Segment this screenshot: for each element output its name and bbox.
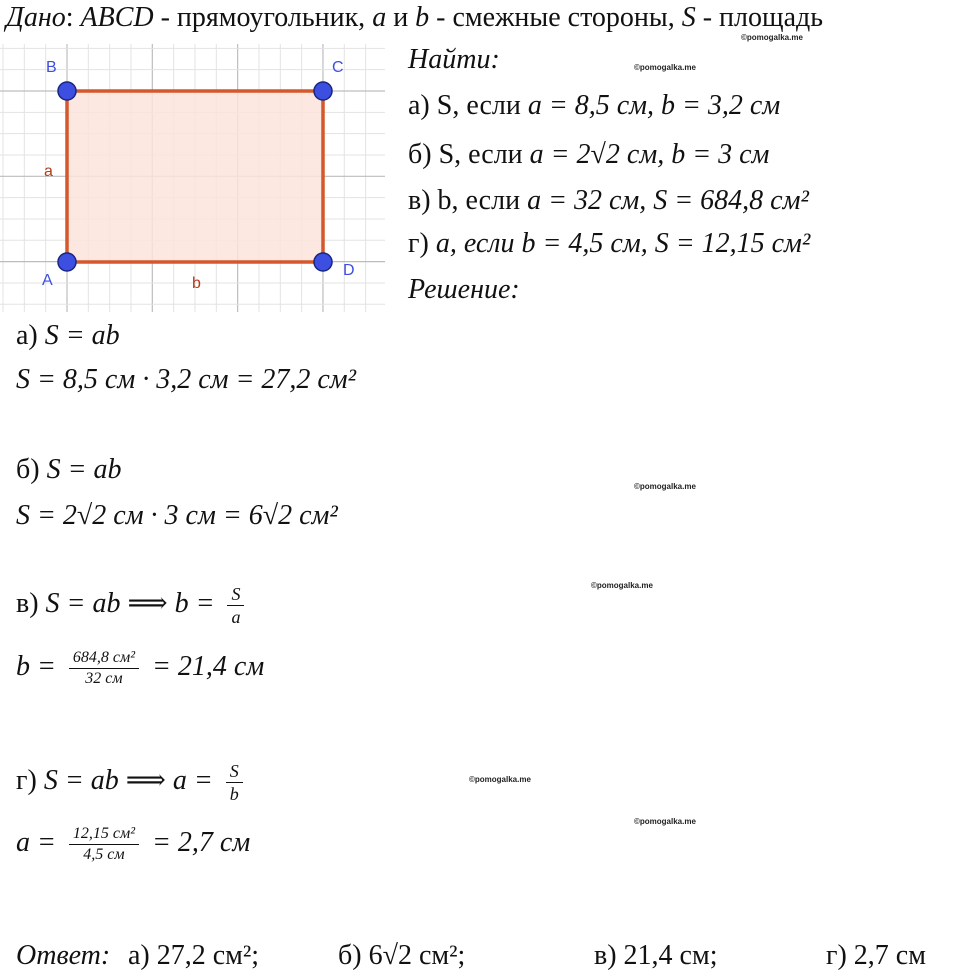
find-item-2-label: б) S, если <box>408 139 523 170</box>
given-text2: - смежные стороны, <box>436 2 675 33</box>
given-prefix: Дано <box>6 2 66 33</box>
point-b <box>58 82 76 100</box>
solution-d-fraction <box>226 762 243 803</box>
vertex-label-d: D <box>343 262 355 279</box>
side-label-a: a <box>44 163 53 180</box>
solution-d-calc-den: 4,5 см <box>83 846 125 863</box>
point-c <box>314 82 332 100</box>
solution-c-fraction <box>227 585 244 626</box>
watermark-3: ©pomogalka.me <box>634 482 696 491</box>
solution-c-label: в) <box>16 587 39 619</box>
solution-c-calc <box>16 650 264 687</box>
vertex-label-c: C <box>332 59 344 76</box>
watermark-4: ©pomogalka.me <box>591 581 653 590</box>
given-colon: : <box>65 2 74 33</box>
solution-c-calc-lhs: b = <box>16 650 56 682</box>
given-and: и <box>393 2 409 33</box>
answer-item-a: а) 27,2 см²; <box>128 940 260 971</box>
solution-c-formula <box>16 585 250 626</box>
vertex-label-b: B <box>46 59 57 76</box>
watermark-5: ©pomogalka.me <box>469 775 531 784</box>
find-item-4 <box>408 230 810 258</box>
solution-d-formula <box>16 762 249 803</box>
find-colon: : <box>490 44 500 75</box>
side-label-b: b <box>192 275 201 292</box>
solution-b-formula-text: S = ab <box>46 454 122 485</box>
watermark-6: ©pomogalka.me <box>634 817 696 826</box>
solution-c-calc-rhs: = 21,4 см <box>152 650 265 682</box>
find-heading-line <box>408 46 500 74</box>
watermark-1: ©pomogalka.me <box>741 33 803 42</box>
given-s: S <box>681 2 696 33</box>
solution-d-calc-fraction <box>69 826 139 863</box>
point-a <box>58 253 76 271</box>
solution-a-formula-text: S = ab <box>44 320 120 351</box>
solution-c-calc-den: 32 см <box>85 670 123 687</box>
solution-d-label: г) <box>16 764 37 796</box>
answer-item-c: в) 21,4 см; <box>594 940 718 971</box>
rectangle-fill <box>67 91 323 262</box>
solution-d-frac-den: b <box>229 784 239 804</box>
solution-b-calc: S = 2√2 см · 3 см = 6√2 см² <box>16 500 338 531</box>
find-item-1 <box>408 92 780 120</box>
find-item-4-label: г) <box>408 228 429 259</box>
given-text1: - прямоугольник, <box>160 2 366 33</box>
find-item-1-label: а) S, если <box>408 90 521 121</box>
given-a: a <box>372 2 387 33</box>
find-item-3-label: в) b, если <box>408 185 521 216</box>
solution-c-calc-num: 684,8 см² <box>69 650 139 669</box>
find-item-4-expr: a, если b = 4,5 см, S = 12,15 см² <box>435 228 811 259</box>
rectangle-figure <box>0 44 385 312</box>
solution-d-calc <box>16 826 250 863</box>
solution-c-calc-fraction <box>69 650 139 687</box>
solution-d-calc-lhs: a = <box>16 826 56 858</box>
answer-item-d: г) 2,7 см <box>826 940 926 971</box>
solution-d-formula-text: S = ab ⟹ a = <box>43 764 213 796</box>
solution-a-formula <box>16 322 120 350</box>
find-item-1-expr: a = 8,5 см, b = 3,2 см <box>527 90 781 121</box>
given-shape: ABCD <box>80 2 154 33</box>
solution-c-frac-num: S <box>227 585 244 606</box>
given-text3: - площадь <box>702 2 824 33</box>
point-d <box>314 253 332 271</box>
answer-item-b: б) 6√2 см²; <box>338 940 466 971</box>
find-item-3-expr: a = 32 см, S = 684,8 см² <box>527 185 809 216</box>
solution-heading: Решение <box>408 274 511 305</box>
solution-d-frac-num: S <box>226 762 243 783</box>
find-item-2-expr: a = 2√2 см, b = 3 см <box>529 139 770 170</box>
find-item-2 <box>408 141 769 169</box>
find-item-3 <box>408 187 809 215</box>
solution-c-formula-text: S = ab ⟹ b = <box>45 587 215 619</box>
solution-a-calc: S = 8,5 см · 3,2 см = 27,2 см² <box>16 364 357 395</box>
solution-d-calc-num: 12,15 см² <box>69 826 139 845</box>
solution-b-formula <box>16 456 121 484</box>
vertex-label-a: A <box>42 272 53 289</box>
answer-heading: Ответ: <box>16 940 111 971</box>
solution-c-frac-den: a <box>231 607 241 627</box>
given-line <box>6 4 823 32</box>
solution-colon: : <box>510 274 520 305</box>
find-heading: Найти <box>408 44 491 75</box>
solution-a-label: а) <box>16 320 38 351</box>
watermark-2: ©pomogalka.me <box>634 63 696 72</box>
solution-heading-line <box>408 276 520 304</box>
given-b: b <box>415 2 430 33</box>
solution-d-calc-rhs: = 2,7 см <box>152 826 251 858</box>
solution-b-label: б) <box>16 454 40 485</box>
